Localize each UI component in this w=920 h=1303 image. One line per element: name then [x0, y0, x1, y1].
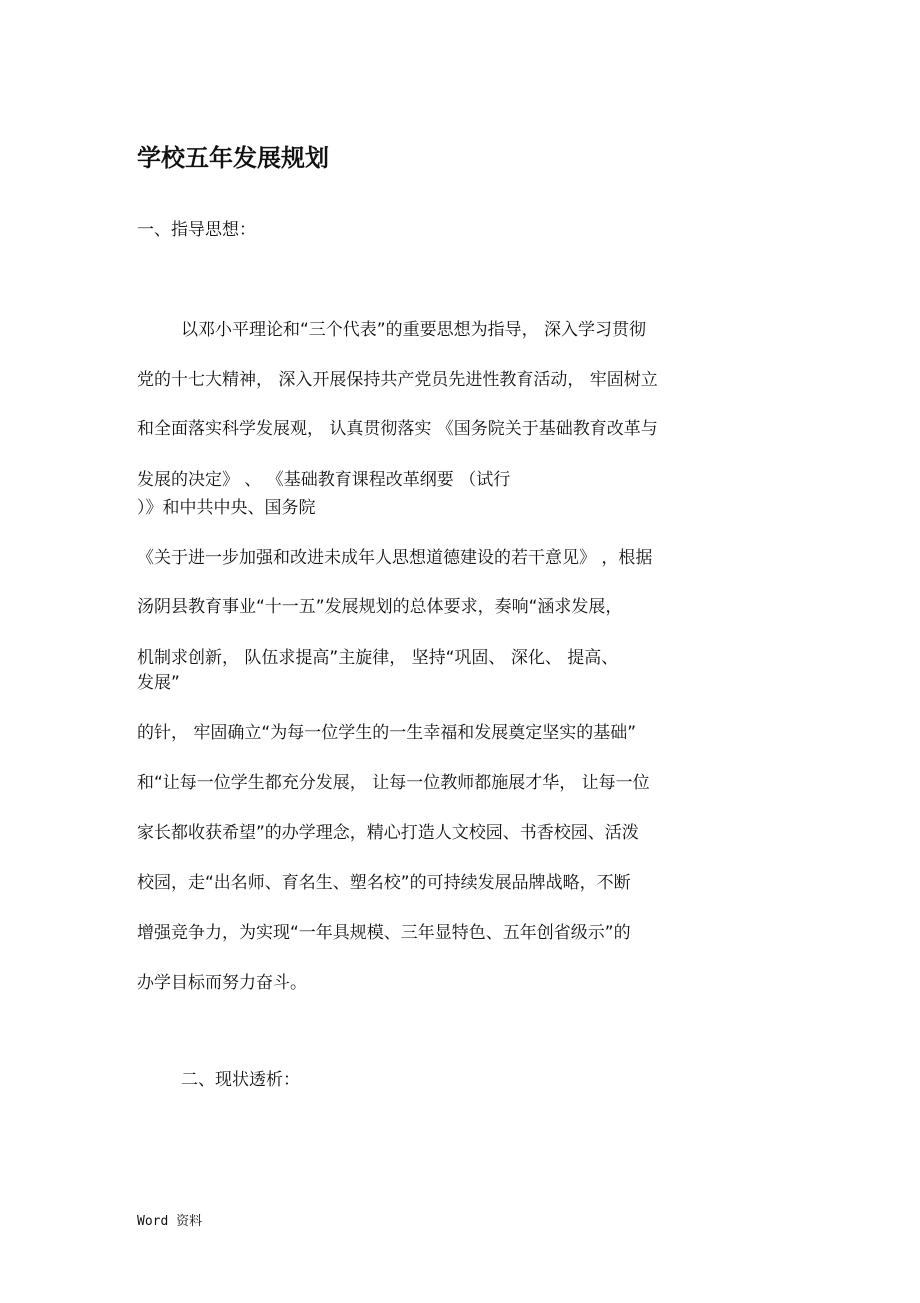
- paragraph-line: 发展”: [137, 673, 180, 693]
- paragraph-line: 校园，走“出名师、育名生、塑名校”的可持续发展品牌战略，不断: [137, 873, 631, 893]
- paragraph-line: 和“让每一位学生都充分发展， 让每一位教师都施展才华， 让每一位: [137, 773, 650, 793]
- paragraph-line: 和全面落实科学发展观， 认真贯彻落实 《国务院关于基础教育改革与: [137, 419, 658, 439]
- paragraph-line: 《关于进一步加强和改进未成年人思想道德建设的若干意见》 ，根据: [137, 548, 653, 568]
- paragraph-line: 增强竞争力，为实现“一年具规模、三年显特色、五年创省级示”的: [137, 923, 631, 943]
- paragraph-line: 以邓小平理论和“三个代表”的重要思想为指导， 深入学习贯彻: [181, 320, 647, 340]
- section-heading-status-analysis: 二、现状透析：: [181, 1070, 300, 1090]
- paragraph-line: 发展的决定》 、 《基础教育课程改革纲要 （试行: [137, 470, 511, 490]
- paragraph-line: 办学目标而努力奋斗。: [137, 973, 307, 993]
- paragraph-line: 家长都收获希望”的办学理念，精心打造人文校园、书香校园、活泼: [137, 823, 639, 843]
- paragraph-line: 的针， 牢固确立“为每一位学生的一生幸福和发展奠定坚实的基础”: [137, 723, 637, 743]
- paragraph-line: 汤阴县教育事业“十一五”发展规划的总体要求，奏响“涵求发展，: [137, 597, 623, 617]
- paragraph-line: 机制求创新， 队伍求提高”主旋律， 坚持“巩固、 深化、 提高、: [137, 648, 619, 668]
- paragraph-line: ）》和中共中央、国务院: [137, 498, 316, 518]
- page-footer: Word 资料: [137, 1214, 203, 1229]
- document-title: 学校五年发展规划: [137, 144, 329, 172]
- section-heading-guiding-ideology: 一、指导思想：: [137, 220, 256, 240]
- paragraph-line: 党的十七大精神， 深入开展保持共产党员先进性教育活动， 牢固树立: [137, 370, 658, 390]
